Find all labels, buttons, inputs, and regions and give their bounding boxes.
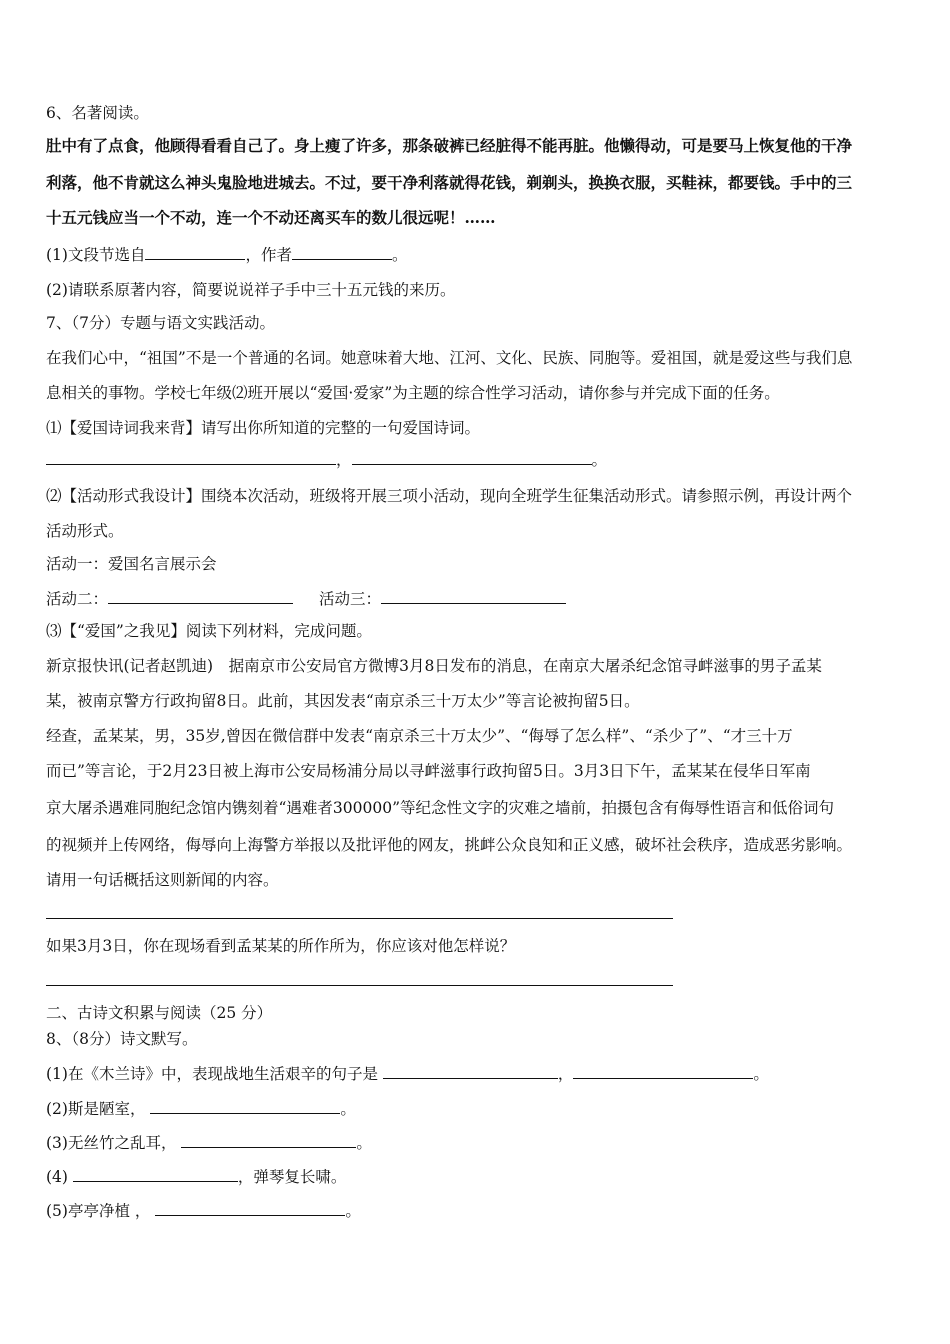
q6-sub1-end: 。 — [391, 246, 408, 264]
activity-three-label: 活动三： — [319, 590, 382, 608]
q6-sub2: (2)请联系原著内容，简要说说祥子手中三十五元钱的来历。 — [46, 281, 456, 299]
mulan-line-1-blank[interactable] — [383, 1062, 558, 1079]
q8-item-5 — [46, 1199, 361, 1222]
poem-line-1-blank[interactable] — [46, 448, 336, 465]
respond-answer-line[interactable] — [46, 985, 673, 986]
section-2-title: 二、古诗文积累与阅读（25 分） — [46, 1004, 273, 1022]
poem-end: 。 — [591, 451, 608, 469]
q8-item-5-end: 。 — [345, 1202, 361, 1220]
summary-question: 请用一句话概括这则新闻的内容。 — [46, 871, 279, 889]
lotus-blank[interactable] — [155, 1199, 345, 1216]
news-line-5: 京大屠杀遇难同胞纪念馆内镌刻着“遇难者300000”等纪念性文字的灾难之墙前，拍摄包含有侮辱性语言和低俗词句 — [46, 799, 835, 817]
news-line-4: 而已”等言论，于2月23日被上海市公安局杨浦分局以寻衅滋事行政拘留5日。3月3日下午，孟某某在侵华日军南 — [46, 762, 811, 780]
q6-passage-line-1: 肚中有了点食，他顾得看看自己了。身上瘦了许多，那条破裤已经脏得不能再脏。他懒得动，可是要马上恢复他的干净 — [46, 136, 853, 155]
activity-two-label: 活动二： — [46, 590, 109, 608]
q7-intro-line-2: 息相关的事物。学校七年级⑵班开展以“爱国·爱家”为主题的综合性学习活动，请你参与并完成下面的任务。 — [46, 384, 780, 402]
q7-task2-line-2: 活动形式。 — [46, 522, 124, 540]
q6-passage-line-2: 利落，他不肯就这么神头鬼脸地进城去。不过，要干净利落就得花钱，剃剃头，换换衣服，买鞋袜，都要钱。手中的三 — [46, 173, 853, 192]
activities-two-three — [46, 587, 566, 610]
news-line-1: 新京报快讯(记者赵凯迪) 据南京市公安局官方微博3月8日发布的消息，在南京大屠杀纪念馆寻衅滋事的男子孟某 — [46, 657, 822, 675]
q8-item-3 — [46, 1131, 372, 1154]
author-blank[interactable] — [292, 243, 392, 260]
activity-three-blank[interactable] — [381, 587, 566, 604]
respond-question: 如果3月3日，你在现场看到孟某某的所作所为，你应该对他怎样说？ — [46, 937, 516, 955]
q8-item-4-label: (4) — [46, 1168, 68, 1186]
q8-item-1-comma: ， — [557, 1065, 574, 1083]
q8-item-3-text: (3)无丝竹之乱耳， — [46, 1134, 177, 1152]
q8-item-2-text: (2)斯是陋室， — [46, 1100, 146, 1118]
q6-sub1-mid: ，作者 — [245, 246, 292, 264]
mulan-line-2-blank[interactable] — [573, 1062, 753, 1079]
q8-item-1 — [46, 1062, 769, 1085]
sizhu-blank[interactable] — [181, 1131, 356, 1148]
q8-item-2 — [46, 1097, 356, 1120]
q8-item-2-end: 。 — [340, 1100, 356, 1118]
book-title-blank[interactable] — [145, 243, 245, 260]
louroom-blank[interactable] — [150, 1097, 340, 1114]
news-line-2: 某，被南京警方行政拘留8日。此前，其因发表“南京杀三十万太少”等言论被拘留5日。 — [46, 692, 640, 710]
poem-line-2-blank[interactable] — [352, 448, 592, 465]
q8-item-5-text: (5)亭亭净植 ， — [46, 1202, 151, 1220]
activity-one: 活动一：爱国名言展示会 — [46, 555, 217, 573]
q7-task3: ⑶【“爱国”之我见】阅读下列材料，完成问题。 — [46, 622, 372, 640]
q8-item-4 — [46, 1165, 346, 1188]
q8-item-3-end: 。 — [356, 1134, 372, 1152]
q7-task1: ⑴【爱国诗词我来背】请写出你所知道的完整的一句爱国诗词。 — [46, 419, 481, 437]
activity-two-blank[interactable] — [108, 587, 293, 604]
summary-answer-line[interactable] — [46, 918, 673, 919]
q8-item-1-end: 。 — [753, 1065, 769, 1083]
q7-task1-answer — [46, 448, 607, 471]
news-line-3: 经查，孟某某，男，35岁,曾因在微信群中发表“南京杀三十万太少”、“侮辱了怎么样”、“杀少了”、“才三十万 — [46, 727, 793, 745]
q8-title: 8、（8分）诗文默写。 — [46, 1030, 198, 1048]
poem-comma: ， — [336, 451, 352, 469]
news-line-6: 的视频并上传网络，侮辱向上海警方举报以及批评他的网友，挑衅公众良知和正义感，破坏社会秩序，造成恶劣影响。 — [46, 836, 853, 854]
q7-intro-line-1: 在我们心中，“祖国”不是一个普通的名词。她意味着大地、江河、文化、民族、同胞等。爱祖国，就是爱这些与我们息 — [46, 349, 853, 367]
zhuliguan-blank[interactable] — [73, 1165, 238, 1182]
q7-title: 7、（7分）专题与语文实践活动。 — [46, 314, 275, 332]
q6-sub1-prefix: (1)文段节选自 — [46, 246, 146, 264]
q7-task2-line-1: ⑵【活动形式我设计】围绕本次活动，班级将开展三项小活动，现向全班学生征集活动形式。请参照示例，再设计两个 — [46, 487, 853, 505]
q8-item-4-text: ，弹琴复长啸。 — [237, 1168, 347, 1186]
q6-sub1 — [46, 243, 408, 266]
q6-passage-line-3: 十五元钱应当一个不动，连一个不动还离买车的数儿很远呢！…… — [46, 208, 496, 227]
q8-item-1-text: (1)在《木兰诗》中，表现战地生活艰辛的句子是 — [46, 1065, 378, 1083]
q6-title: 6、名著阅读。 — [46, 104, 149, 122]
